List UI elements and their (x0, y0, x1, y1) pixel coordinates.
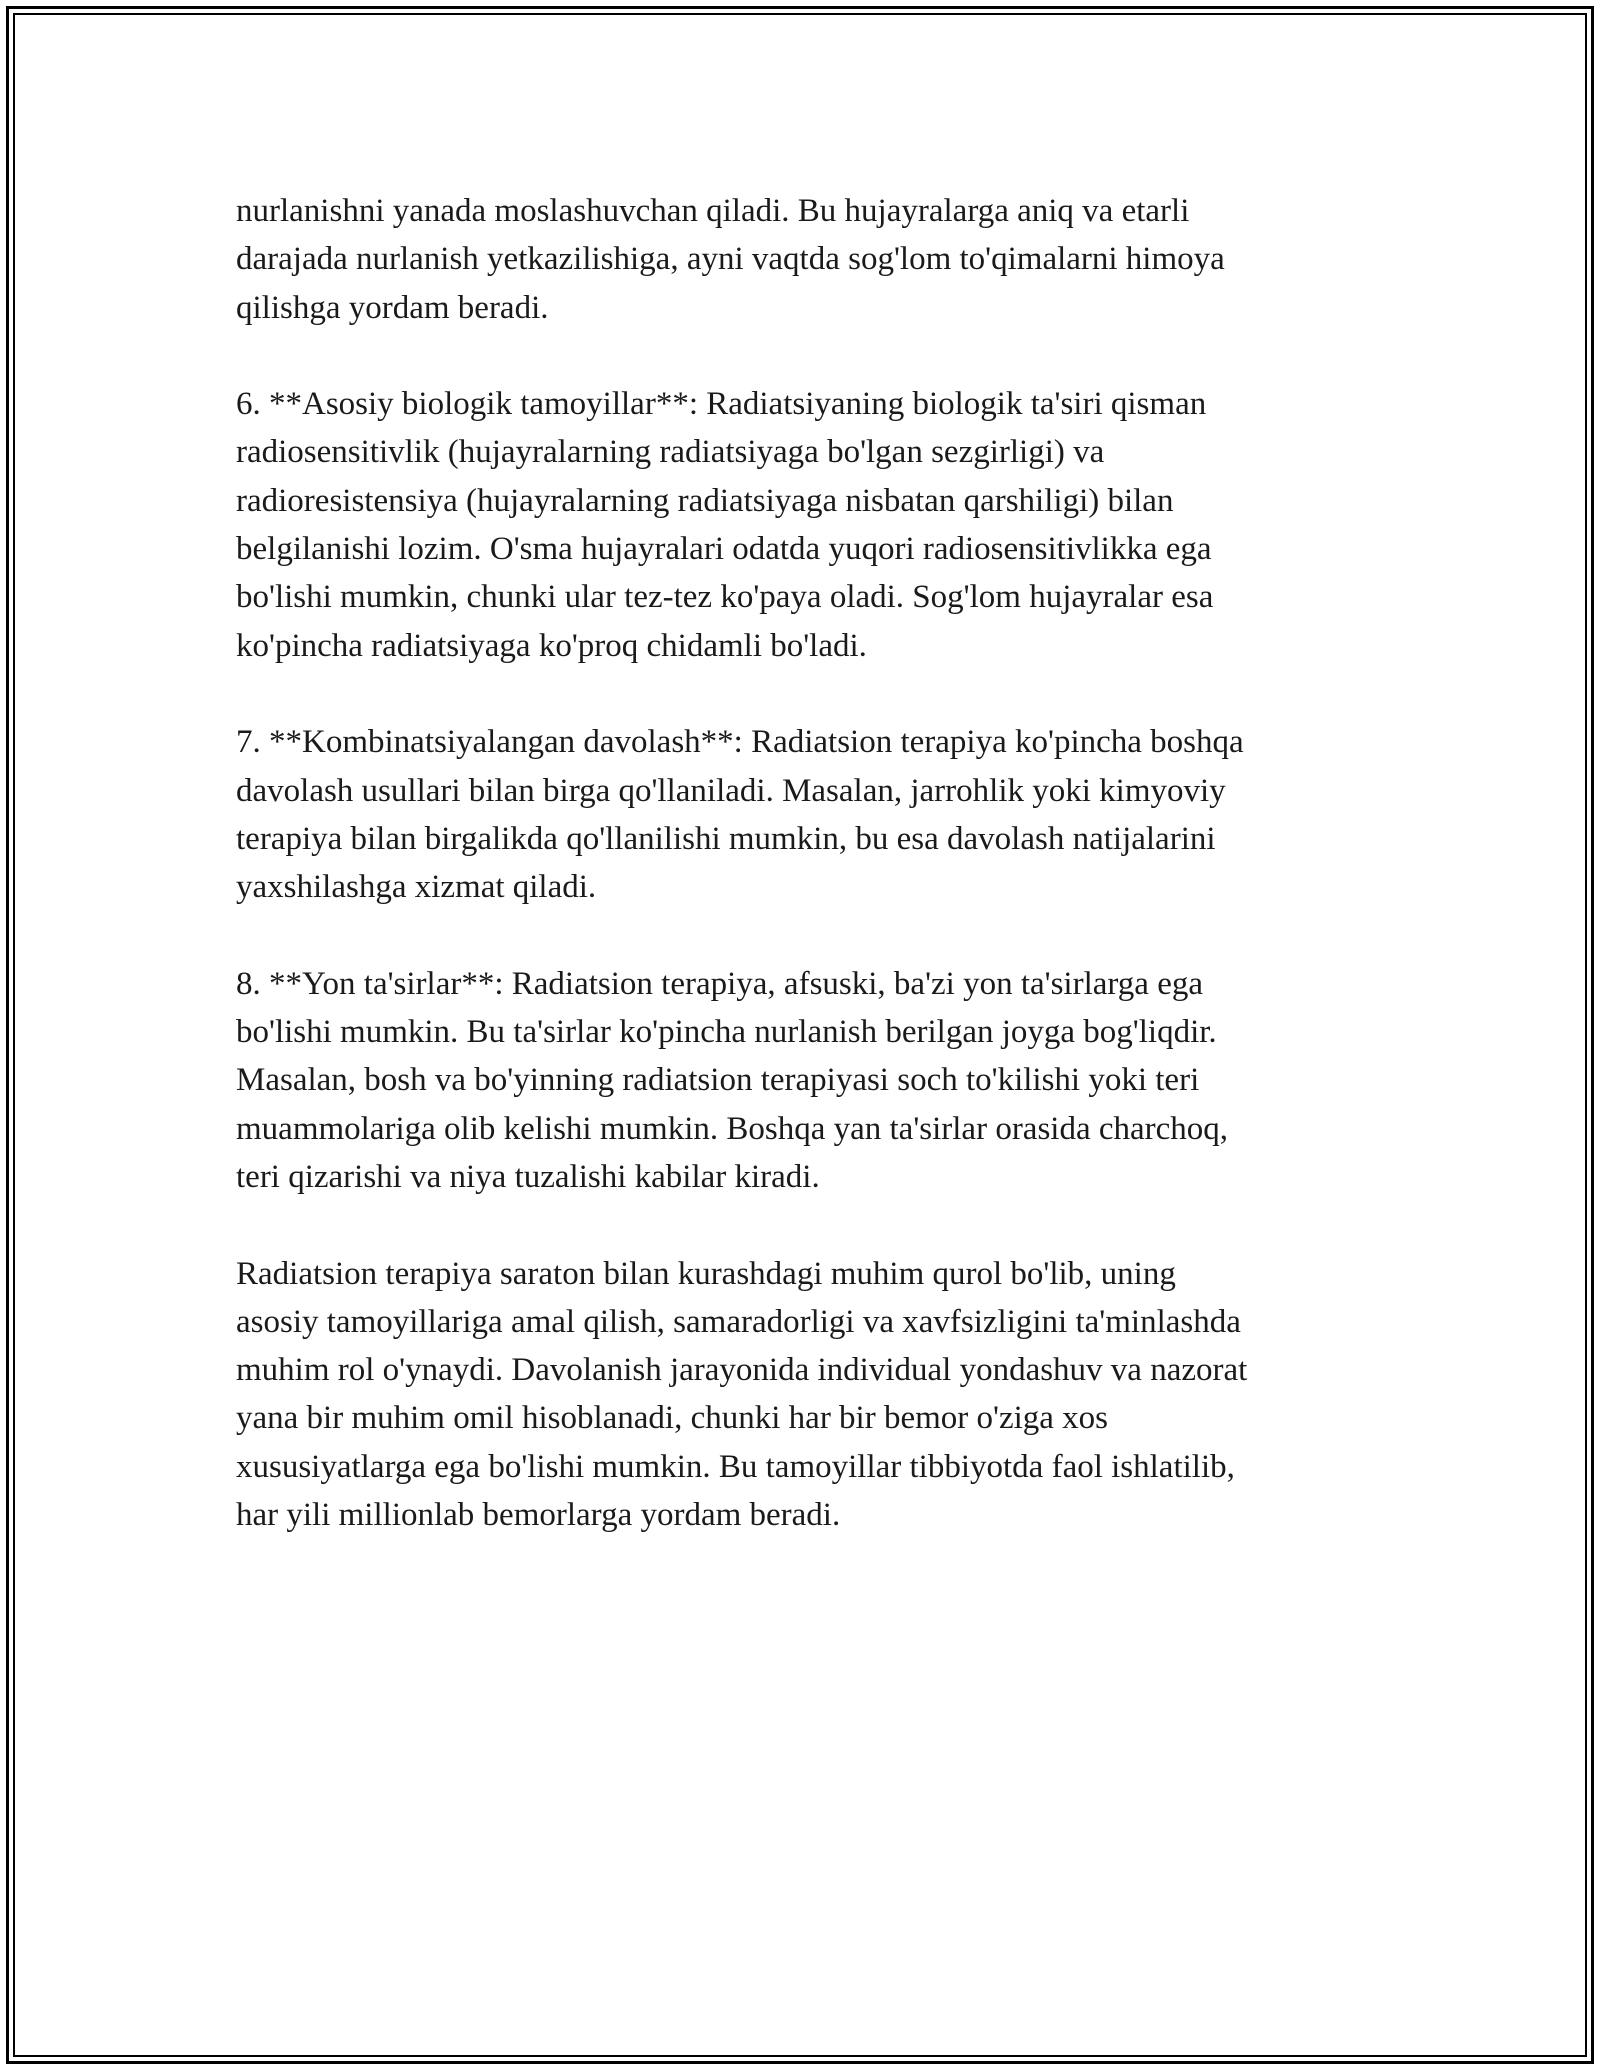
text-line: ko'pincha radiatsiyaga ko'proq chidamli bo'ladi. (236, 627, 867, 664)
text-line: yana bir muhim omil hisoblanadi, chunki har bir bemor o'ziga xos (236, 1400, 1109, 1437)
text-line: yaxshilashga xizmat qiladi. (236, 869, 597, 906)
text-line: belgilanishi lozim. O'sma hujayralari odatda yuqori radiosensitivlikka ega (236, 531, 1212, 568)
paragraph-item-6 (236, 380, 1376, 670)
text-line: asosiy tamoyillariga amal qilish, samaradorligi va xavfsizligini ta'minlashda (236, 1303, 1241, 1340)
text-line: qilishga yordam beradi. (236, 289, 549, 326)
text-line: bo'lishi mumkin, chunki ular tez-tez ko'paya oladi. Sog'lom hujayralar esa (236, 579, 1214, 616)
text-line: Radiatsion terapiya saraton bilan kurashdagi muhim qurol bo'lib, uning (236, 1255, 1176, 1292)
text-line: teri qizarishi va niya tuzalishi kabilar kiradi. (236, 1158, 820, 1195)
text-line: 6. **Asosiy biologik tamoyillar**: Radiatsiyaning biologik ta'siri qisman (236, 386, 1207, 423)
text-line: radioresistensiya (hujayralarning radiatsiyaga nisbatan qarshiligi) bilan (236, 482, 1174, 519)
text-line: 7. **Kombinatsiyalangan davolash**: Radiatsion terapiya ko'pincha boshqa (236, 724, 1244, 761)
text-line: Masalan, bosh va bo'yinning radiatsion terapiyasi soch to'kilishi yoki teri (236, 1062, 1200, 1099)
text-line: davolash usullari bilan birga qo'llaniladi. Masalan, jarrohlik yoki kimyoviy (236, 772, 1226, 809)
document-body (236, 187, 1376, 1588)
paragraph-item-7 (236, 718, 1376, 911)
text-line: bo'lishi mumkin. Bu ta'sirlar ko'pincha nurlanish berilgan joyga bog'liqdir. (236, 1014, 1217, 1051)
text-line: nurlanishni yanada moslashuvchan qiladi. Bu hujayralarga aniq va etarli (236, 193, 1190, 229)
text-line: muhim rol o'ynaydi. Davolanish jarayonida individual yondashuv va nazorat (236, 1352, 1248, 1389)
text-line: muammolariga olib kelishi mumkin. Boshqa yan ta'sirlar orasida charchoq, (236, 1110, 1229, 1147)
paragraph-conclusion (236, 1250, 1376, 1540)
paragraph-item-8 (236, 960, 1376, 1201)
text-line: radiosensitivlik (hujayralarning radiatsiyaga bo'lgan sezgirligi) va (236, 434, 1105, 471)
text-line: xususiyatlarga ega bo'lishi mumkin. Bu tamoyillar tibbiyotda faol ishlatilib, (236, 1448, 1235, 1485)
paragraph-continuation (236, 187, 1376, 332)
text-line: terapiya bilan birgalikda qo'llanilishi mumkin, bu esa davolash natijalarini (236, 820, 1216, 857)
text-line: 8. **Yon ta'sirlar**: Radiatsion terapiya, afsuski, ba'zi yon ta'sirlarga ega (236, 965, 1203, 1002)
text-line: har yili millionlab bemorlarga yordam beradi. (236, 1497, 841, 1534)
text-line: darajada nurlanish yetkazilishiga, ayni vaqtda sog'lom to'qimalarni himoya (236, 241, 1225, 278)
